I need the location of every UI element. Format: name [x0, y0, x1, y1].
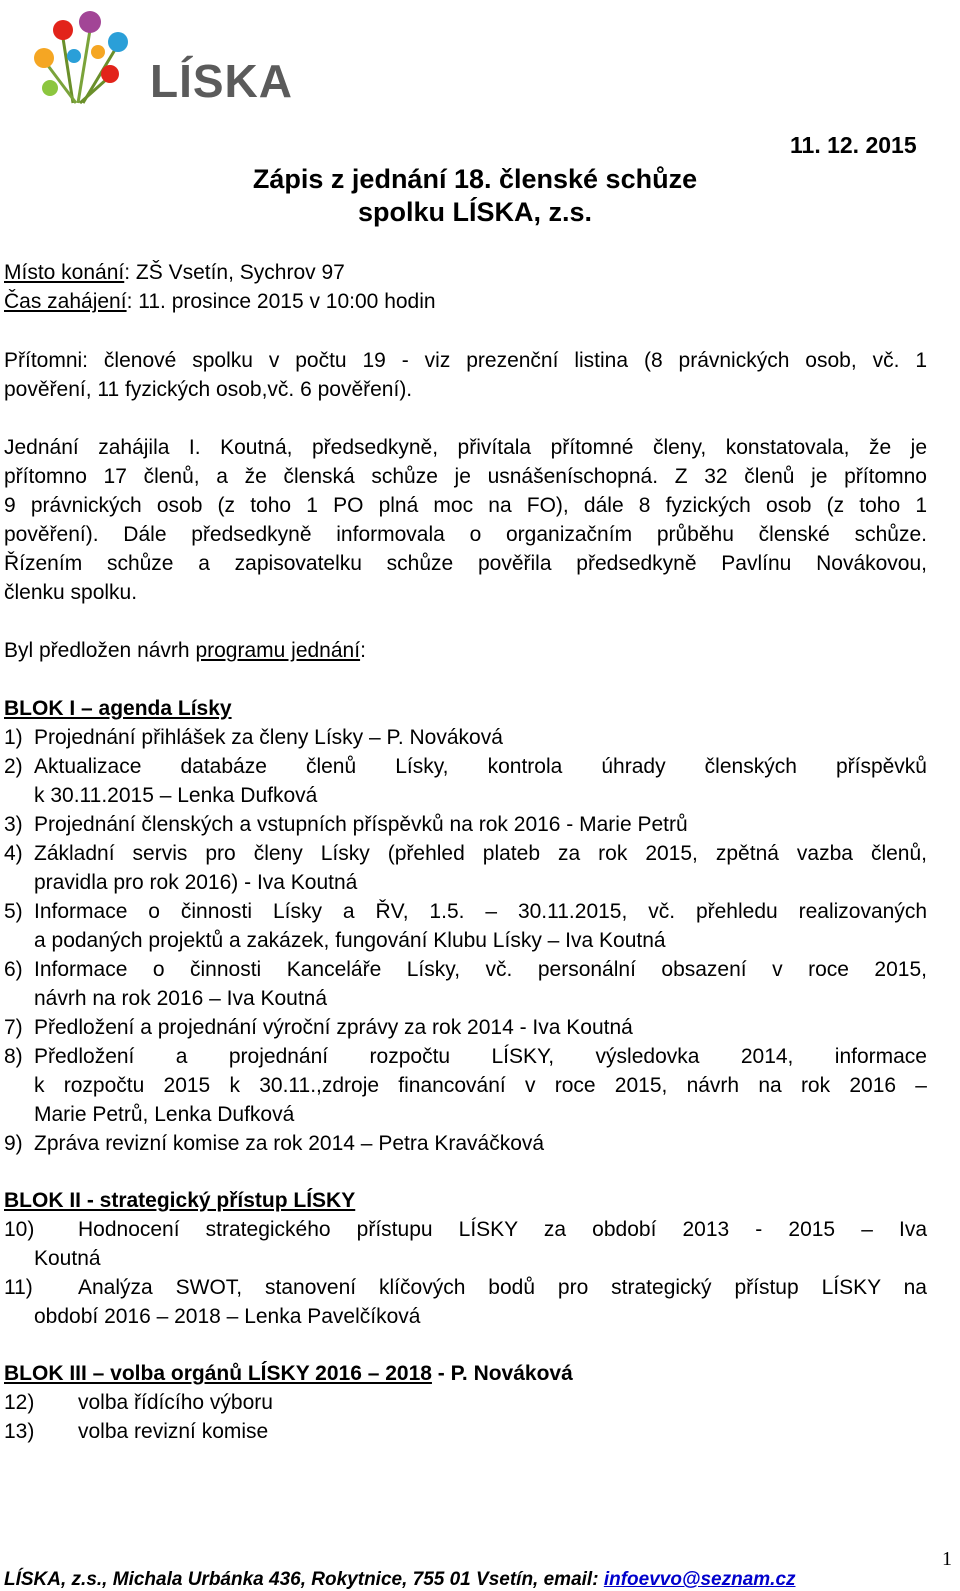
liska-logo	[28, 8, 293, 108]
agenda-item: 4) Základní servis pro členy Lísky (přehled plateb za rok 2015, zpětná vazba členů, pravidla pro rok 2016) - Iva Koutná	[4, 842, 927, 894]
block-1-heading: BLOK I – agenda Lísky	[4, 697, 232, 720]
program-intro: Byl předložen návrh programu jednání:	[4, 639, 366, 662]
footer-email-link[interactable]: infoevvo@seznam.cz	[603, 1569, 796, 1590]
opening-line: Jednání zahájila I. Koutná, předsedkyně, přivítala přítomné členy, konstatovala, že je	[4, 436, 927, 459]
agenda-item: 9) Zpráva revizní komise za rok 2014 – Petra Kraváčková	[4, 1132, 545, 1155]
document-date: 11. 12. 2015	[790, 132, 917, 158]
logo-wordmark: LÍSKA	[150, 55, 293, 107]
place-label: Místo konání	[4, 261, 125, 284]
agenda-item: 1) Projednání přihlášek za členy Lísky – P. Nováková	[4, 726, 503, 749]
present-line-1: Přítomni: členové spolku v počtu 19 - viz prezenční listina (8 právnických osob, vč. 1	[4, 349, 927, 372]
agenda-item: 7) Předložení a projednání výroční zprávy za rok 2014 - Iva Koutná	[4, 1016, 633, 1039]
block-2-heading: BLOK II - strategický přístup LÍSKY	[4, 1189, 356, 1212]
opening-line: pověření). Dále předsedkyně informovala o organizačním průběhu členské schůze.	[4, 523, 927, 546]
opening-line: přítomno 17 členů, a že členská schůze je usnášeníschopná. Z 32 členů je přítomno	[4, 465, 927, 488]
agenda-item: 11) Analýza SWOT, stanovení klíčových bodů pro strategický přístup LÍSKY na období 2016 – 2018 – Lenka Pavelčíková	[4, 1276, 927, 1328]
program-link: programu jednání	[195, 639, 361, 662]
opening-line: Řízením schůze a zapisovatelku schůze pověřila předsedkyně Pavlínu Novákovou,	[4, 552, 927, 575]
document-title	[200, 163, 750, 229]
liska-flowers-icon	[28, 8, 148, 108]
page-number: 1	[942, 1548, 952, 1570]
present-line-2: pověření, 11 fyzických osob,vč. 6 pověření).	[4, 378, 413, 401]
agenda-item: 8) Předložení a projednání rozpočtu LÍSKY, výsledovka 2014, informace k rozpočtu 2015 k 30.11.,zdroje financování v roce 2015, návrh na rok 2016 – Marie Petrů, Lenka Dufková	[4, 1045, 927, 1126]
opening-line: členku spolku.	[4, 581, 138, 604]
footer-address: LÍSKA, z.s., Michala Urbánka 436, Rokytnice, 755 01 Vsetín, email:	[4, 1569, 604, 1590]
block-3-heading: BLOK III – volba orgánů LÍSKY 2016 – 2018 - P. Nováková	[4, 1362, 573, 1385]
title-line-1: Zápis z jednání 18. členské schůze	[252, 164, 698, 194]
footer	[4, 1569, 796, 1591]
opening-line: 9 právnických osob (z toho 1 PO plná moc na FO), dále 8 fyzických osob (z toho 1	[4, 494, 927, 517]
time-value: : 11. prosince 2015 v 10:00 hodin	[126, 290, 436, 313]
agenda-item: 3) Projednání členských a vstupních příspěvků na rok 2016 - Marie Petrů	[4, 813, 688, 836]
agenda-item: 5) Informace o činnosti Lísky a ŘV, 1.5. – 30.11.2015, vč. přehledu realizovaných a podaných projektů a zakázek, fungování Klubu Lísky – Iva Koutná	[4, 900, 927, 952]
agenda-item: 13) volba revizní komise	[4, 1420, 269, 1443]
place-value: : ZŠ Vsetín, Sychrov 97	[124, 261, 345, 284]
agenda-item: 10) Hodnocení strategického přístupu LÍSKY za období 2013 - 2015 – Iva Koutná	[4, 1218, 927, 1270]
title-line-2: spolku LÍSKA, z.s.	[357, 197, 593, 227]
agenda-item: 6) Informace o činnosti Kanceláře Lísky, vč. personální obsazení v roce 2015, návrh na rok 2016 – Iva Koutná	[4, 958, 927, 1010]
time-label: Čas zahájení	[4, 290, 127, 313]
meeting-place	[4, 258, 345, 287]
meeting-time	[4, 287, 436, 316]
agenda-item: 2) Aktualizace databáze členů Lísky, kontrola úhrady členských příspěvků k 30.11.2015 – Lenka Dufková	[4, 755, 927, 807]
agenda-item: 12) volba řídícího výboru	[4, 1391, 273, 1414]
